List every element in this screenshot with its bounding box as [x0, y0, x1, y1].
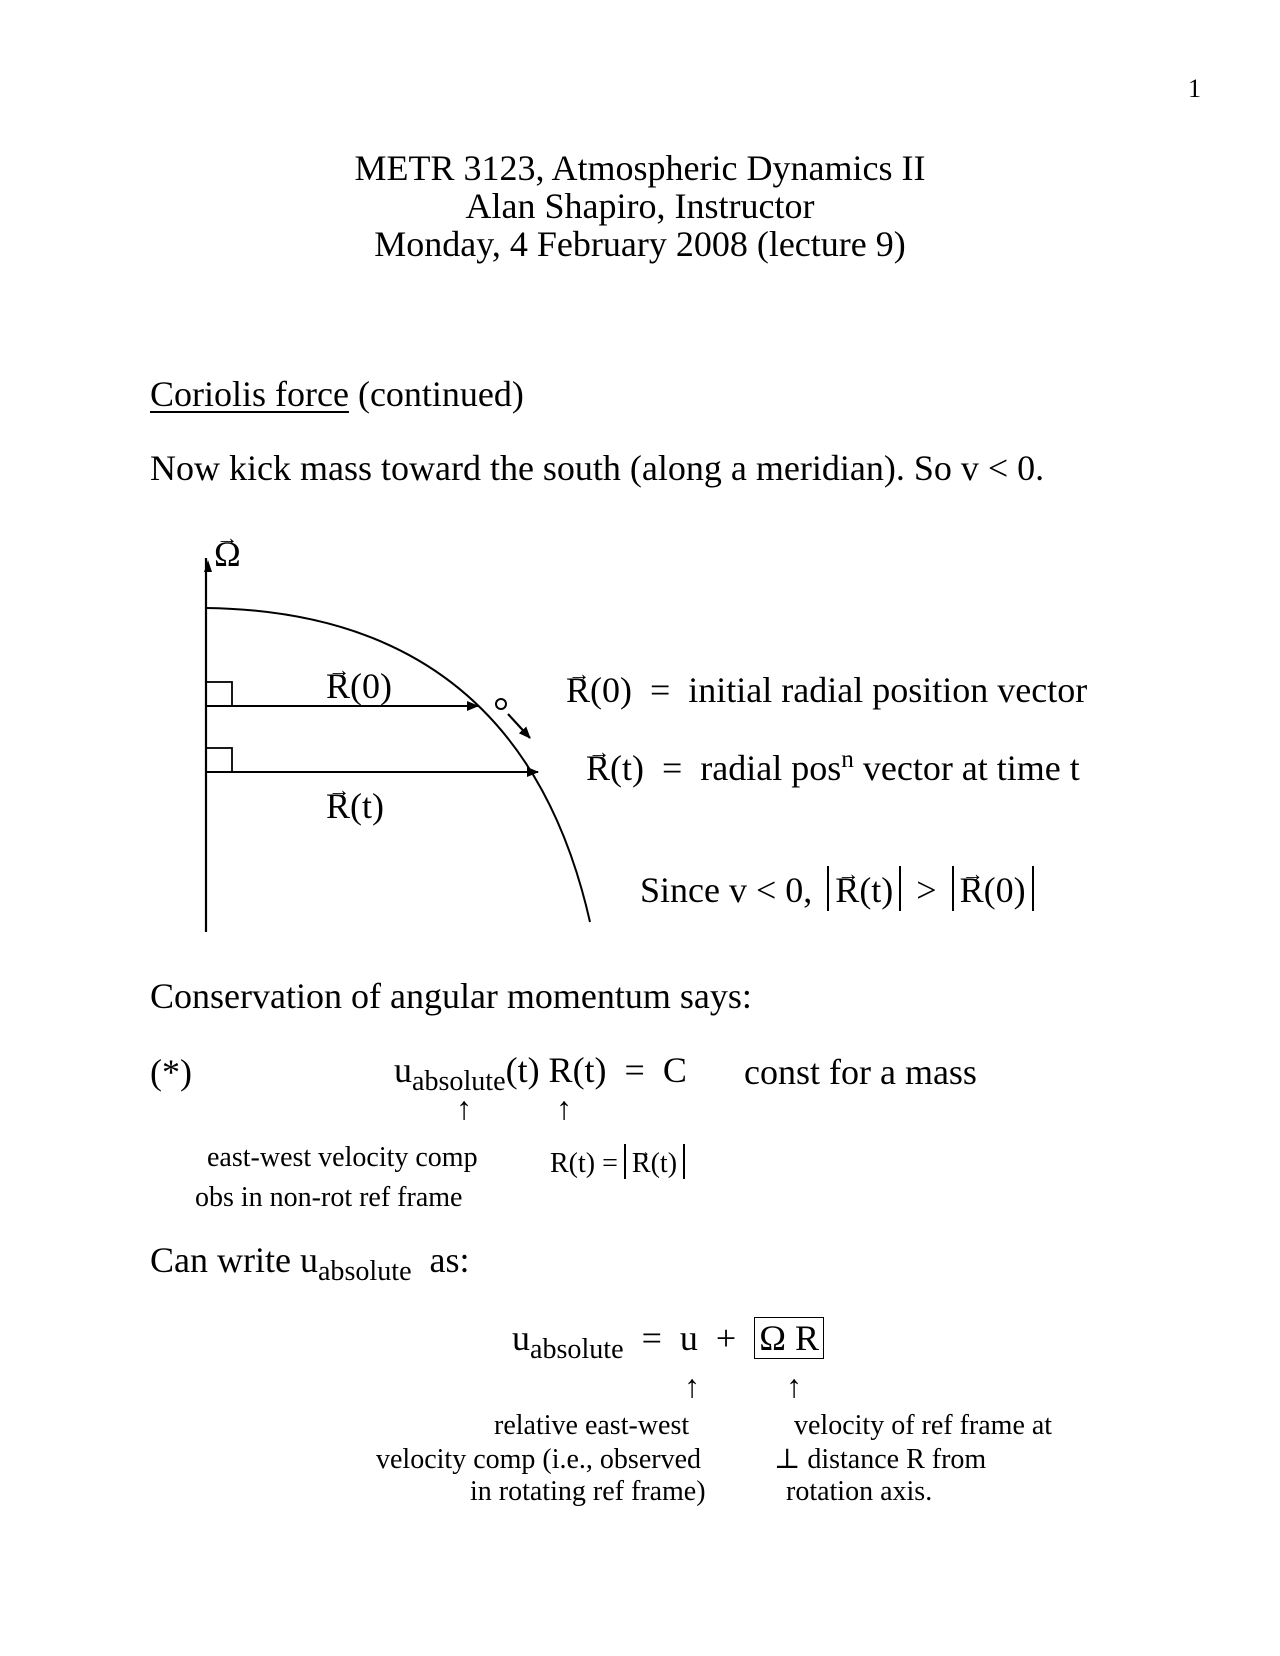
- mass-parcel: [496, 699, 506, 709]
- frame-note-line2: ⊥ distance R from: [774, 1444, 987, 1475]
- note-left-line1: east-west velocity comp: [207, 1142, 478, 1173]
- conservation-heading: Conservation of angular momentum says:: [150, 976, 752, 1016]
- heading-suffix: (continued): [348, 374, 524, 414]
- omega-r-box: Ω R: [754, 1317, 824, 1359]
- note-left-line2: obs in non-rot ref frame: [195, 1182, 463, 1213]
- abs-bar: [1032, 866, 1034, 911]
- coriolis-heading: Coriolis force: [150, 374, 349, 414]
- right-angle-marker-rt: [206, 748, 232, 772]
- abs-bar: [952, 866, 954, 911]
- angular-momentum-equation: $u_{absolute}(t) R(t) = C$: [394, 1050, 687, 1098]
- abs-bar: [899, 866, 901, 911]
- intro-text: Now kick mass toward the south (along a meridian). So v < 0.: [150, 448, 1045, 488]
- r0-label: → R(0): [326, 668, 392, 704]
- relative-note-line3: in rotating ref frame): [470, 1476, 706, 1507]
- equation-note: const for a mass: [744, 1052, 977, 1092]
- note-right-r-magnitude: R(t) =→ R(t): [550, 1144, 691, 1179]
- since-inequality: Since v < 0, → R(t) > → R(0): [640, 866, 1040, 911]
- page-number: 1: [1188, 74, 1201, 103]
- frame-note-line1: velocity of ref frame at: [794, 1410, 1053, 1441]
- abs-bar: [683, 1144, 685, 1179]
- r0-definition: → R(0) = initial radial position vector: [566, 672, 1087, 708]
- uabs-lead: Can write $u_{absolute}$ as:: [150, 1240, 470, 1288]
- omega-vector-label: → Ω: [214, 536, 241, 572]
- up-arrow-relative: ↑: [684, 1368, 700, 1404]
- rt-definition: → R(t) = radial pos$^n$ vector at time t: [586, 750, 1080, 786]
- right-angle-marker-r0: [206, 682, 232, 706]
- relative-note-line2: velocity comp (i.e., observed: [376, 1444, 702, 1475]
- instructor-line: Alan Shapiro, Instructor: [465, 186, 815, 226]
- course-title: METR 3123, Atmospheric Dynamics II: [354, 148, 926, 188]
- relative-note-line1: relative east-west: [494, 1410, 690, 1441]
- frame-note-line3: rotation axis.: [786, 1476, 933, 1507]
- uabs-equation: $u_{absolute} = u + \Omega$ R: [512, 1320, 824, 1356]
- date-line: Monday, 4 February 2008 (lecture 9): [374, 224, 906, 264]
- abs-bar: [827, 866, 829, 911]
- up-arrow-r: ↑: [556, 1090, 572, 1126]
- rt-label: → R(t): [326, 788, 384, 824]
- southward-motion-arrow: [508, 714, 530, 738]
- earth-surface-arc: [206, 608, 590, 922]
- equation-star-label: (*): [150, 1052, 192, 1092]
- perpendicular-symbol: ⊥: [774, 1444, 801, 1475]
- up-arrow-u: ↑: [456, 1090, 472, 1126]
- abs-bar: [624, 1144, 626, 1179]
- up-arrow-frame: ↑: [786, 1368, 802, 1404]
